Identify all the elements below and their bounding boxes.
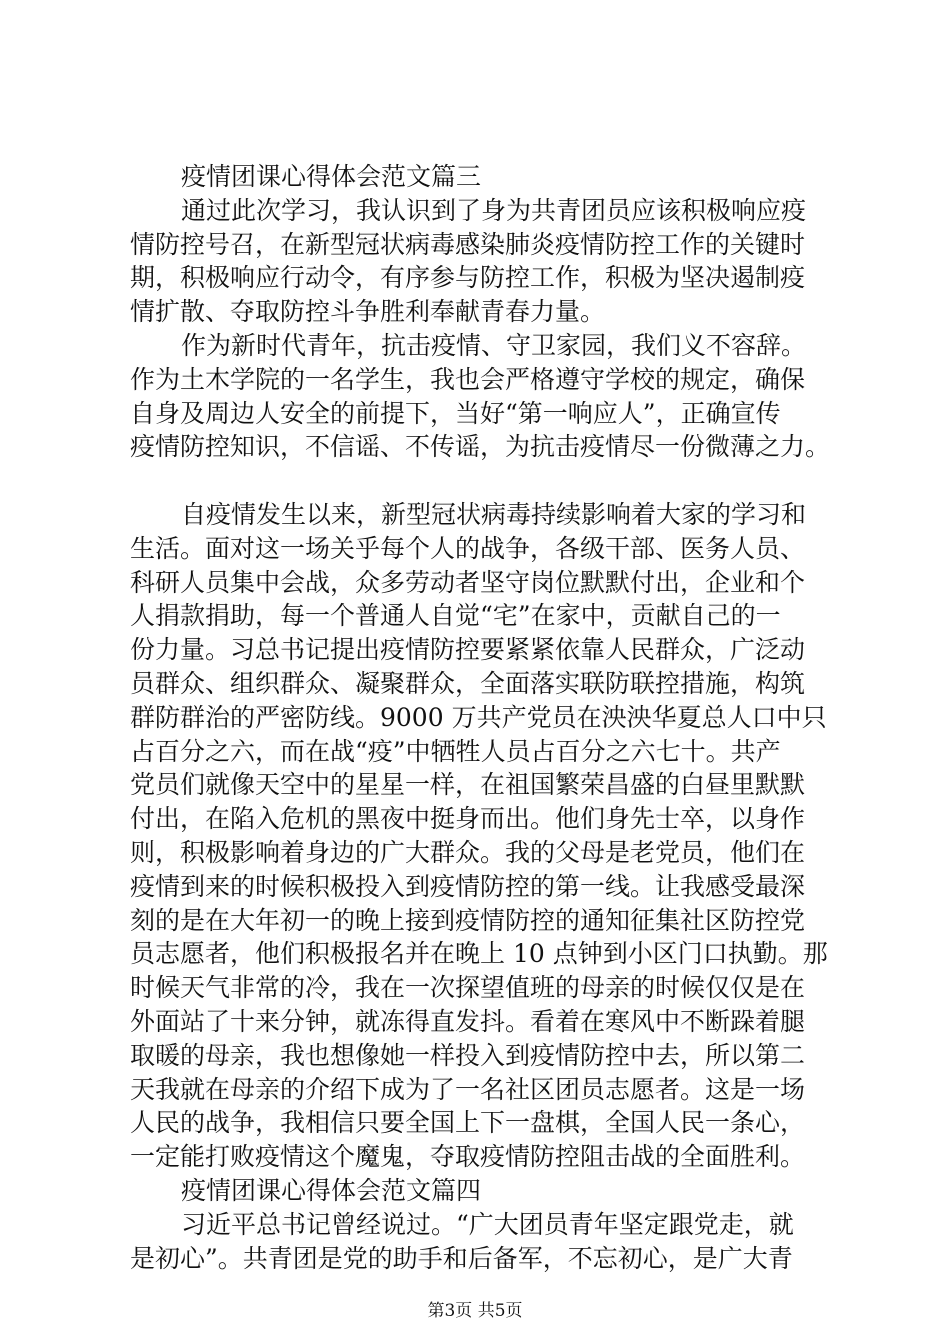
paragraph-line: 外面站了十来分钟，就冻得直发抖。看着在寒风中不断跺着腿 <box>130 1007 806 1036</box>
paragraph-line: 科研人员集中会战，众多劳动者坚守岗位默默付出，企业和个 <box>130 568 806 597</box>
paragraph-line: 员群众、组织群众、凝聚群众，全面落实联防联控措施，构筑 <box>130 669 806 698</box>
paragraph-line: 是初心”。共青团是党的助手和后备军，不忘初心，是广大青 <box>130 1244 793 1273</box>
paragraph-line: 一定能打败疫情这个魔鬼，夺取疫情防控阻击战的全面胜利。 <box>130 1142 806 1171</box>
paragraph-line: 自疫情发生以来，新型冠状病毒持续影响着大家的学习和 <box>181 500 807 529</box>
paragraph-line: 占百分之六，而在战“疫”中牺牲人员占百分之六七十。共产 <box>130 737 781 766</box>
paragraph-line: 刻的是在大年初一的晚上接到疫情防控的通知征集社区防控党 <box>130 906 806 935</box>
page-number-footer: 第3页 共5页 <box>427 1301 523 1321</box>
paragraph-line: 则，积极影响着身边的广大群众。我的父母是老党员，他们在 <box>130 838 806 867</box>
paragraph-line: 期，积极响应行动令，有序参与防控工作，积极为坚决遏制疫 <box>130 263 806 292</box>
paragraph-line: 疫情防控知识，不信谣、不传谣，为抗击疫情尽一份微薄之力。 <box>130 432 831 461</box>
paragraph-line: 取暖的母亲，我也想像她一样投入到疫情防控中去，所以第二 <box>130 1041 806 1070</box>
section-heading-3: 疫情团课心得体会范文篇三 <box>181 162 482 191</box>
paragraph-line: 人捐款捐助，每一个普通人自觉“宅”在家中，贡献自己的一 <box>130 601 781 630</box>
paragraph-line: 党员们就像天空中的星星一样，在祖国繁荣昌盛的白昼里默默 <box>130 770 806 799</box>
paragraph-line: 情防控号召，在新型冠状病毒感染肺炎疫情防控工作的关键时 <box>130 230 806 259</box>
section-heading-4: 疫情团课心得体会范文篇四 <box>181 1176 482 1205</box>
paragraph-line: 付出，在陷入危机的黑夜中挺身而出。他们身先士卒，以身作 <box>130 804 806 833</box>
paragraph-line: 通过此次学习，我认识到了身为共青团员应该积极响应疫 <box>181 196 807 225</box>
paragraph-line: 习近平总书记曾经说过。“广大团员青年坚定跟党走，就 <box>181 1210 794 1239</box>
paragraph-line: 生活。面对这一场关乎每个人的战争，各级干部、医务人员、 <box>130 534 806 563</box>
paragraph-line: 人民的战争，我相信只要全国上下一盘棋，全国人民一条心， <box>130 1108 806 1137</box>
paragraph-line: 作为土木学院的一名学生，我也会严格遵守学校的规定，确保 <box>130 365 806 394</box>
paragraph-line: 情扩散、夺取防控斗争胜利奉献青春力量。 <box>130 297 606 326</box>
paragraph-line: 群防群治的严密防线。9000 万共产党员在泱泱华夏总人口中只 <box>130 703 827 732</box>
paragraph-line: 时候天气非常的冷，我在一次探望值班的母亲的时候仅仅是在 <box>130 973 806 1002</box>
paragraph-line: 员志愿者，他们积极报名并在晚上 10 点钟到小区门口执勤。那 <box>130 939 828 968</box>
paragraph-line: 自身及周边人安全的前提下，当好“第一响应人”，正确宣传 <box>130 399 781 428</box>
paragraph-line: 份力量。习总书记提出疫情防控要紧紧依靠人民群众，广泛动 <box>130 635 806 664</box>
paragraph-line: 作为新时代青年，抗击疫情、守卫家园，我们义不容辞。 <box>181 331 807 360</box>
paragraph-line: 天我就在母亲的介绍下成为了一名社区团员志愿者。这是一场 <box>130 1075 806 1104</box>
paragraph-line: 疫情到来的时候积极投入到疫情防控的第一线。让我感受最深 <box>130 872 806 901</box>
